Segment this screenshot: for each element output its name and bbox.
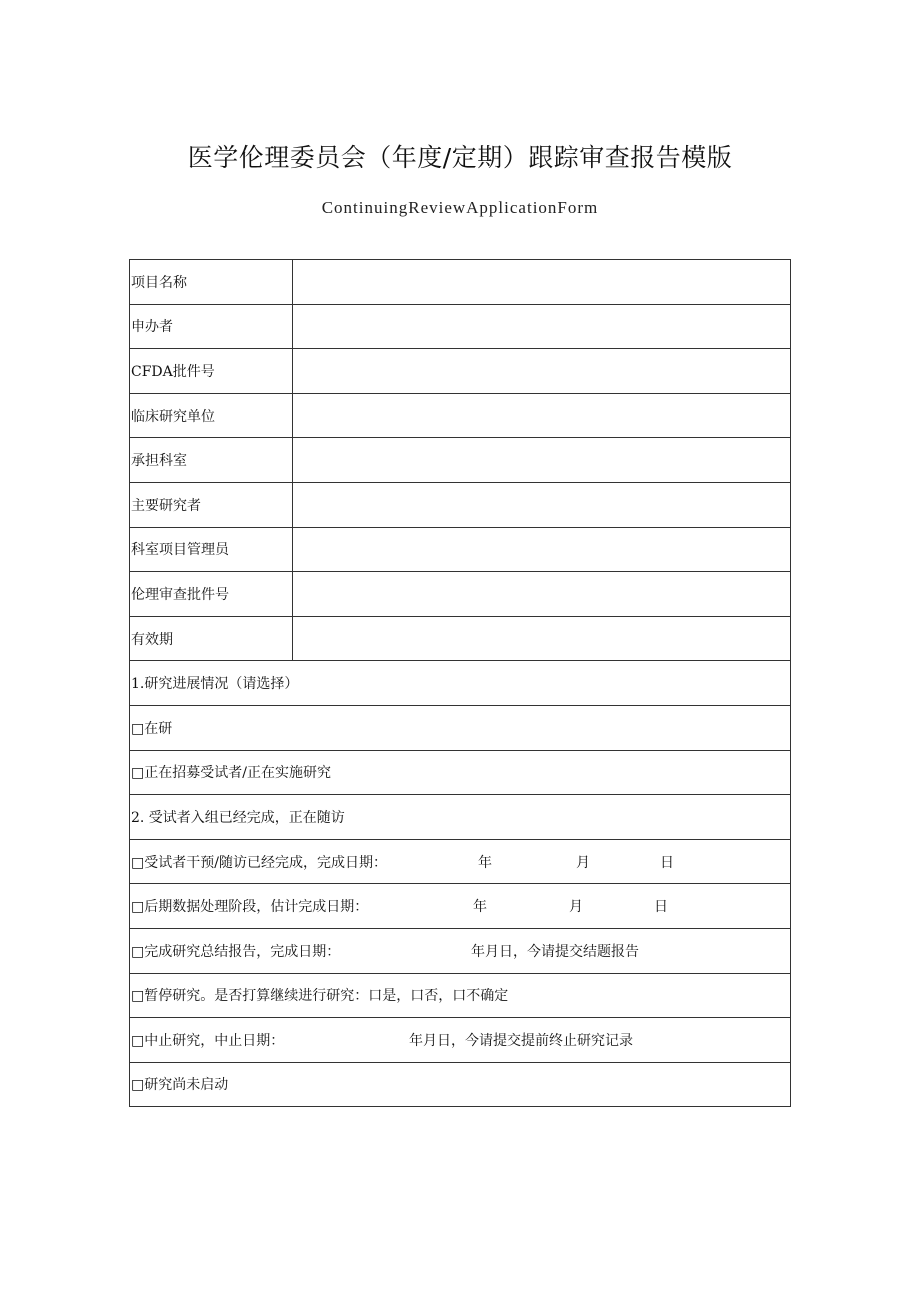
month-label: 月 [569,899,583,916]
table-row [130,839,791,884]
page-subtitle: ContinuingReviewApplicationForm [321,198,599,217]
table-row [130,884,791,929]
review-form-table [129,259,791,1107]
field-value[interactable] [293,482,791,527]
table-row [130,705,791,750]
field-label: 承担科室 [130,438,293,483]
option-paused[interactable]: □暂停研究。是否打算继续进行研究：口是，口否，口不确定 [130,973,791,1018]
option-data-processing[interactable] [130,884,791,929]
option-label: □后期数据处理阶段，估计完成日期： [131,899,369,916]
day-label: 日 [654,899,668,916]
table-row [130,1062,791,1107]
table-row [130,482,791,527]
table-row [130,750,791,795]
field-label: 科室项目管理员 [130,527,293,572]
option-tail: 年月日，今请提交结题报告 [471,943,639,960]
field-label: 主要研究者 [130,482,293,527]
option-label: □完成研究总结报告，完成日期： [131,943,341,960]
option-terminated[interactable] [130,1018,791,1063]
option-recruiting[interactable]: □正在招募受试者/正在实施研究 [130,750,791,795]
table-row [130,616,791,661]
table-row [130,304,791,349]
option-intervention-done[interactable] [130,839,791,884]
table-row [130,349,791,394]
table-row [130,438,791,483]
field-value[interactable] [293,393,791,438]
field-label: 项目名称 [130,260,293,305]
page-title: 医学伦理委员会（年度/定期）跟踪审查报告模版 [187,143,733,172]
table-row [130,572,791,617]
field-label: CFDA批件号 [130,349,293,394]
table-row [130,393,791,438]
table-row [130,795,791,840]
field-value[interactable] [293,260,791,305]
progress-heading: 1.研究进展情况（请选择） [130,661,791,706]
option-label: □受试者干预/随访已经完成，完成日期： [131,854,387,871]
option-label: □中止研究，中止日期： [131,1032,285,1049]
field-label: 伦理审查批件号 [130,572,293,617]
table-row [130,973,791,1018]
table-row [130,527,791,572]
table-row [130,661,791,706]
field-label: 有效期 [130,616,293,661]
year-label: 年 [473,899,487,916]
field-label: 申办者 [130,304,293,349]
option-not-started[interactable]: □研究尚未启动 [130,1062,791,1107]
field-value[interactable] [293,572,791,617]
month-label: 月 [576,854,590,871]
field-value[interactable] [293,304,791,349]
field-value[interactable] [293,438,791,483]
section-2-heading: 2. 受试者入组已经完成，正在随访 [130,795,791,840]
table-row [130,928,791,973]
option-in-research[interactable]: □在研 [130,705,791,750]
year-label: 年 [478,854,492,871]
option-summary-done[interactable] [130,928,791,973]
table-row [130,1018,791,1063]
field-value[interactable] [293,349,791,394]
field-label: 临床研究单位 [130,393,293,438]
option-tail: 年月日，今请提交提前终止研究记录 [409,1032,633,1049]
day-label: 日 [660,854,674,871]
table-row [130,260,791,305]
field-value[interactable] [293,527,791,572]
field-value[interactable] [293,616,791,661]
